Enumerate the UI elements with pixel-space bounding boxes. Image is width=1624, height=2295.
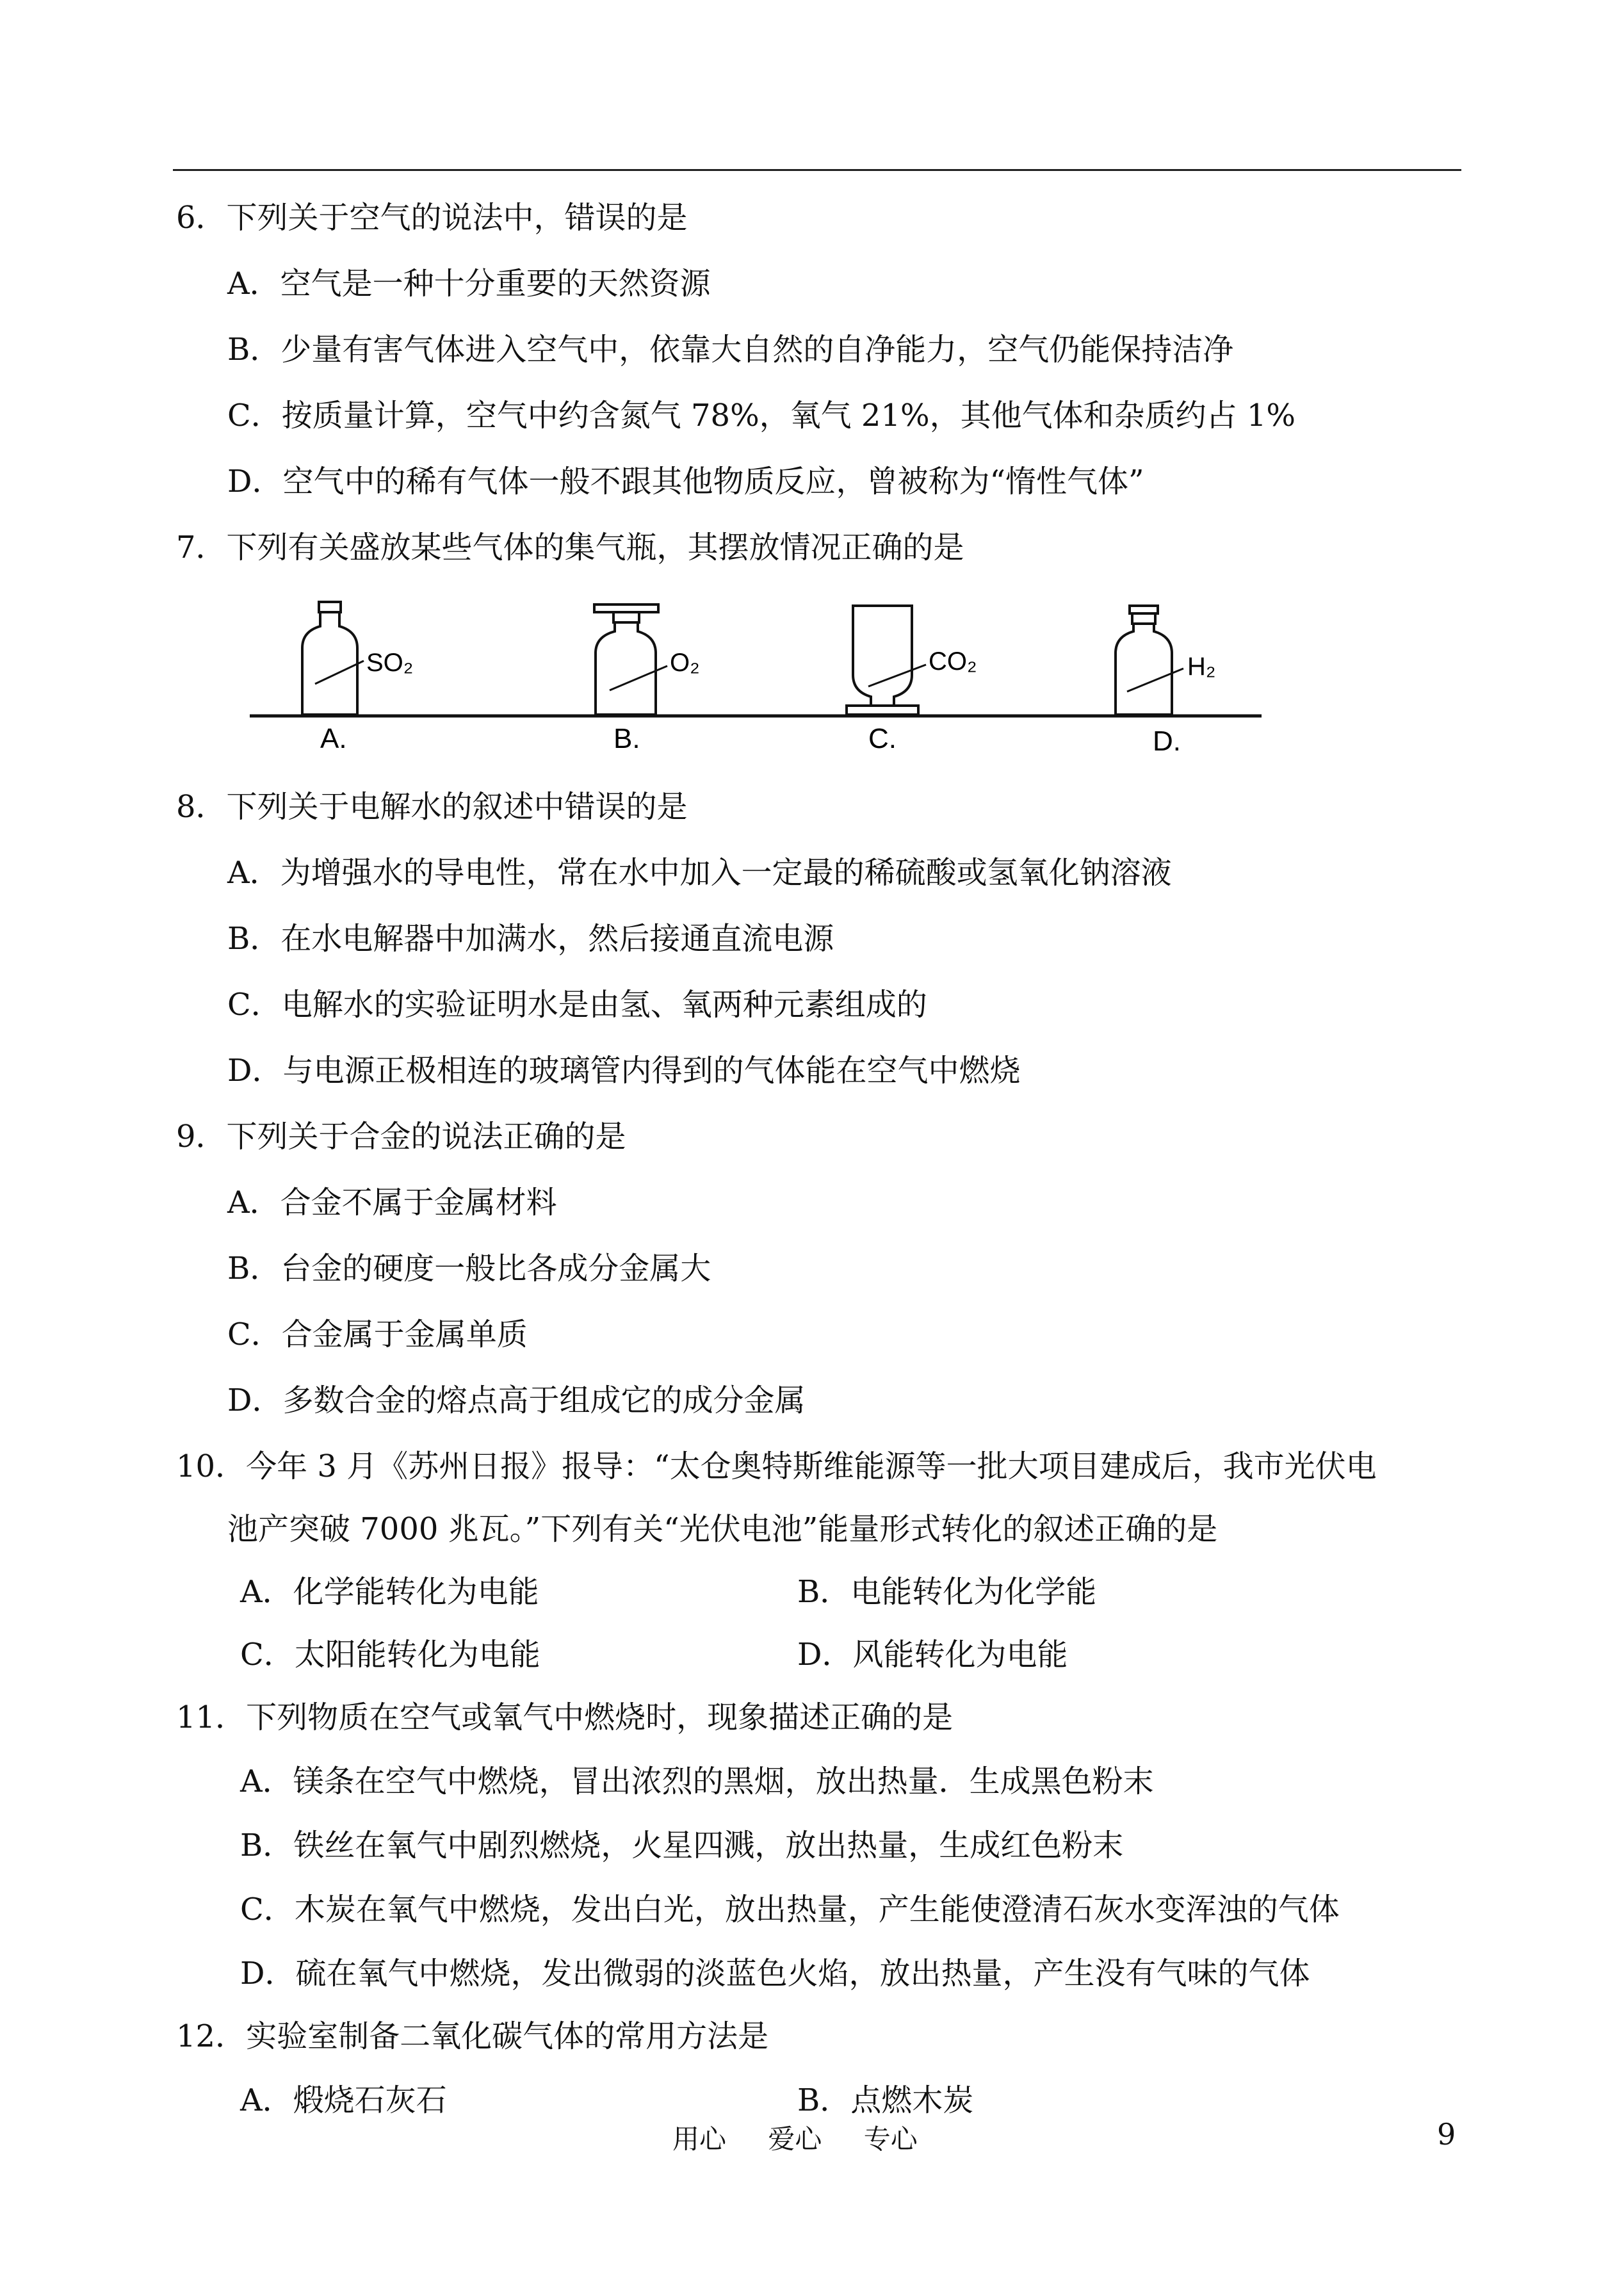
bottle-b-letter: B. bbox=[613, 723, 640, 754]
gas-bottle-figure bbox=[243, 589, 1268, 756]
q8-option-b: B．在水电解器中加满水，然后接通直流电源 bbox=[227, 921, 834, 957]
q6-option-b: B．少量有害气体进入空气中，依靠大自然的自净能力，空气仍能保持洁净 bbox=[227, 332, 1234, 368]
q12-option-a: A．煅烧石灰石 bbox=[240, 2082, 447, 2118]
footer-word-2: 爱心 bbox=[768, 2123, 822, 2155]
q8-option-c: C．电解水的实验证明水是由氢、氧两种元素组成的 bbox=[227, 987, 927, 1023]
q6-option-a: A．空气是一种十分重要的天然资源 bbox=[227, 266, 711, 302]
q10-option-d: D．风能转化为电能 bbox=[797, 1637, 1068, 1673]
q9-stem: 9．下列关于合金的说法正确的是 bbox=[176, 1119, 626, 1155]
q8-option-d: D．与电源正极相连的玻璃管内得到的气体能在空气中燃烧 bbox=[227, 1053, 1021, 1089]
bottle-d bbox=[1116, 606, 1183, 715]
q10-option-c: C．太阳能转化为电能 bbox=[240, 1637, 540, 1673]
q11-option-a: A．镁条在空气中燃烧，冒出浓烈的黑烟，放出热量．生成黑色粉末 bbox=[240, 1764, 1154, 1799]
q9-option-b: B．台金的硬度一般比各成分金属大 bbox=[227, 1251, 711, 1286]
q9-option-a: A．合金不属于金属材料 bbox=[227, 1185, 557, 1220]
q11-option-d: D．硫在氧气中燃烧，发出微弱的淡蓝色火焰，放出热量，产生没有气味的气体 bbox=[240, 1956, 1310, 1991]
q10-option-b: B．电能转化为化学能 bbox=[797, 1574, 1097, 1610]
bottle-a bbox=[302, 602, 364, 715]
q10-stem-line2: 池产突破 7000 兆瓦。”下列有关“光伏电池”能量形式转化的叙述正确的是 bbox=[227, 1511, 1218, 1547]
page-number: 9 bbox=[1437, 2117, 1456, 2152]
bottle-b-gas: O₂ bbox=[670, 649, 700, 677]
q9-option-c: C．合金属于金属单质 bbox=[227, 1317, 528, 1352]
q8-option-a: A．为增强水的导电性，常在水中加入一定最的稀硫酸或氢氧化钠溶液 bbox=[227, 855, 1172, 891]
q11-stem: 11．下列物质在空气或氧气中燃烧时，现象描述正确的是 bbox=[176, 1699, 954, 1735]
bottle-b bbox=[594, 604, 667, 715]
bottle-c-letter: C. bbox=[868, 723, 897, 754]
bottle-a-gas: SO₂ bbox=[366, 649, 414, 677]
bottle-c bbox=[847, 606, 926, 715]
bottle-d-letter: D. bbox=[1153, 726, 1181, 756]
q11-option-c: C．木炭在氧气中燃烧，发出白光，放出热量，产生能使澄清石灰水变浑浊的气体 bbox=[240, 1892, 1340, 1927]
q6-option-c: C．按质量计算，空气中约含氮气 78%，氧气 21%，其他气体和杂质约占 1% bbox=[227, 398, 1296, 434]
q7-stem: 7．下列有关盛放某些气体的集气瓶，其摆放情况正确的是 bbox=[176, 530, 964, 565]
q10-stem-line1: 10．今年 3 月《苏州日报》报导：“太仓奥特斯维能源等一批大项目建成后，我市光伏电 bbox=[176, 1448, 1377, 1484]
q6-stem: 6．下列关于空气的说法中，错误的是 bbox=[176, 200, 688, 236]
bottle-d-gas: H₂ bbox=[1187, 653, 1216, 681]
bottle-a-letter: A. bbox=[320, 723, 347, 754]
header-rule bbox=[173, 169, 1461, 171]
q6-option-d: D．空气中的稀有气体一般不跟其他物质反应，曾被称为“惰性气体” bbox=[227, 464, 1144, 499]
footer-word-3: 专心 bbox=[863, 2123, 918, 2155]
footer-motto bbox=[672, 2118, 951, 2157]
footer-word-1: 用心 bbox=[672, 2123, 727, 2155]
q8-stem: 8．下列关于电解水的叙述中错误的是 bbox=[176, 789, 688, 825]
q9-option-d: D．多数合金的熔点高于组成它的成分金属 bbox=[227, 1383, 806, 1418]
bottle-c-gas: CO₂ bbox=[929, 647, 977, 676]
q12-stem: 12．实验室制备二氧化碳气体的常用方法是 bbox=[176, 2018, 769, 2054]
q11-option-b: B．铁丝在氧气中剧烈燃烧，火星四溅，放出热量，生成红色粉末 bbox=[240, 1828, 1124, 1863]
q12-option-b: B．点燃木炭 bbox=[797, 2082, 974, 2118]
q10-option-a: A．化学能转化为电能 bbox=[240, 1574, 539, 1610]
